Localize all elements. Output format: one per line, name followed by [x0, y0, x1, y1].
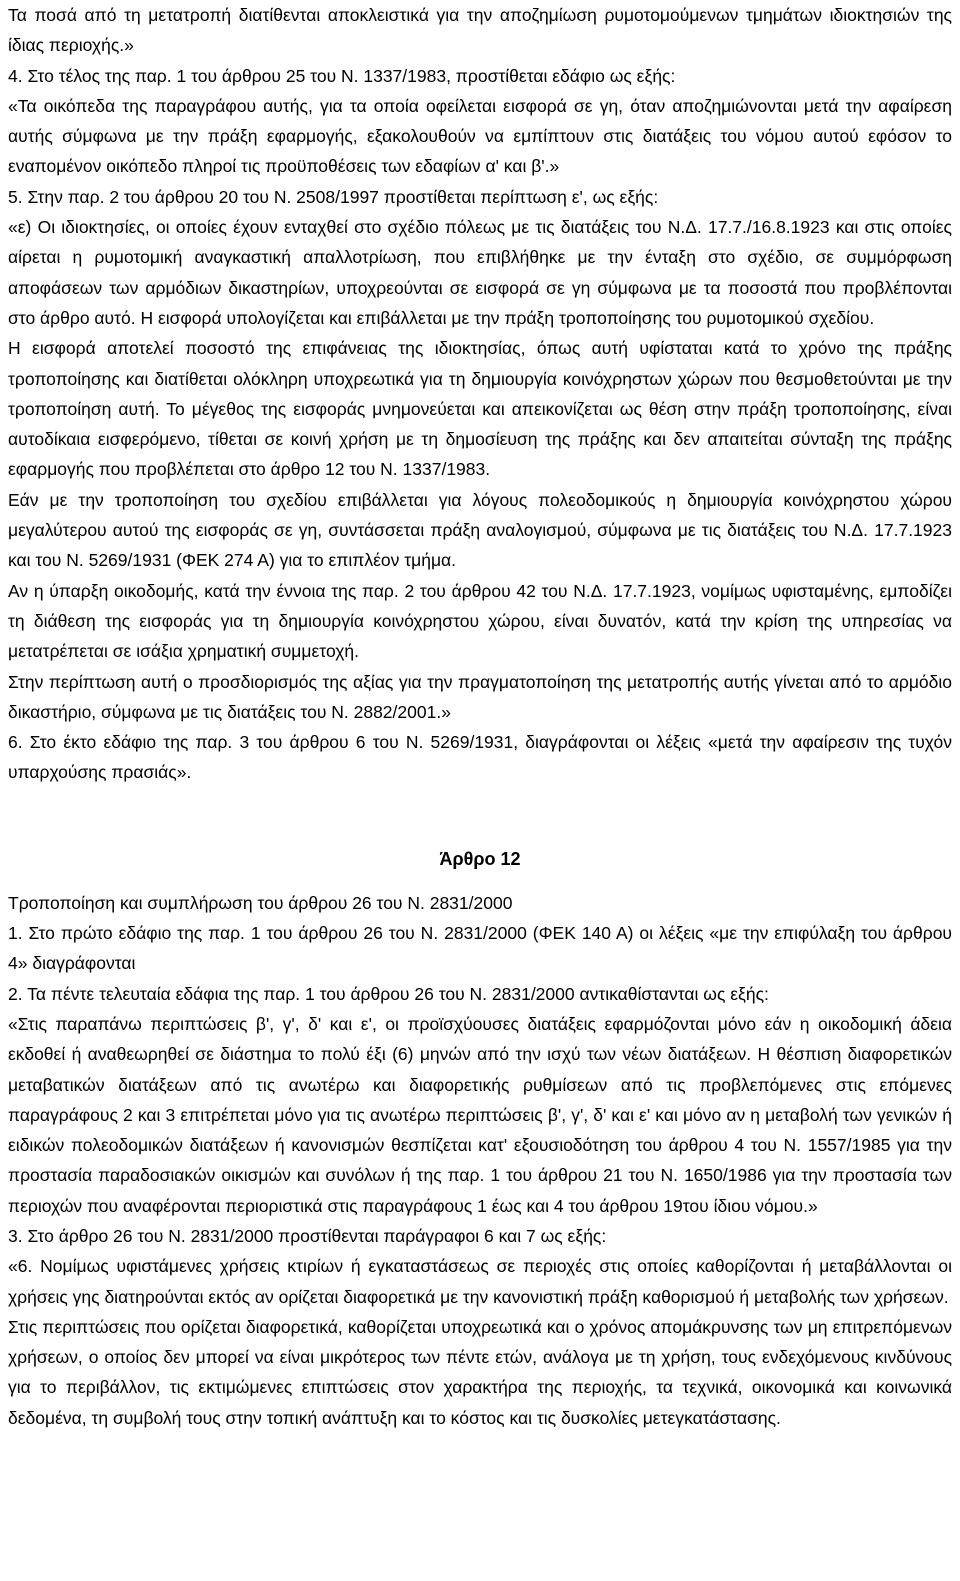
paragraph: «6. Νομίμως υφιστάμενες χρήσεις κτιρίων ή εγκαταστάσεως σε περιοχές στις οποίες καθορίζονται ή μεταβάλλονται οι χρήσεις γης διατηρούνται εκτός αν ορίζεται διαφορετικά με την κανονιστική πράξη καθορισμού ή μεταβολής των χρήσεων.	[8, 1256, 952, 1307]
paragraph: 1. Στο πρώτο εδάφιο της παρ. 1 του άρθρου 26 του Ν. 2831/2000 (ΦΕΚ 140 Α) οι λέξεις «με την επιφύλαξη του άρθρου 4» διαγράφονται	[8, 923, 952, 974]
article-body	[8, 888, 952, 1433]
paragraph: Η εισφορά αποτελεί ποσοστό της επιφάνειας της ιδιοκτησίας, όπως αυτή υφίσταται κατά το χρόνο της πράξης τροποποίησης και διατίθεται ολόκληρη υποχρεωτικά για τη δημιουργία κοινόχρηστων χώρων που θεσμοθετούνται με την τροποποίηση αυτή. Το μέγεθος της εισφοράς μνημονεύεται και απεικονίζεται ως θέση στην πράξη τροποποίησης, είναι αυτοδίκαια εισφερόμενο, τίθεται σε κοινή χρήση με τη δημοσίευση της πράξης και δεν απαιτείται σύνταξη της πράξης εφαρμογής που προβλέπεται στο άρθρο 12 του Ν. 1337/1983.	[8, 338, 952, 480]
paragraph: «Τα οικόπεδα της παραγράφου αυτής, για τα οποία οφείλεται εισφορά σε γη, όταν αποζημιώνονται μετά την αφαίρεση αυτής σύμφωνα με την πράξη εφαρμογής, εξακολουθούν να εμπίπτουν στις διατάξεις του νόμου αυτού εφόσον το εναπομένον οικόπεδο πληροί τις προϋποθέσεις των εδαφίων α' και β'.»	[8, 95, 952, 177]
paragraph: «Στις παραπάνω περιπτώσεις β', γ', δ' και ε', οι προϊσχύουσες διατάξεις εφαρμόζονται μόνο εάν η οικοδομική άδεια εκδοθεί ή αναθεωρηθεί σε διάστημα το πολύ έξι (6) μηνών από την ισχύ των νέων διατάξεων. Η θέσπιση διαφορετικών μεταβατικών διατάξεων από τις ανωτέρω και διαφορετικής ρυθμίσεων από τις προβλεπόμενες στις επόμενες παραγράφους 2 και 3 επιτρέπεται μόνο για τις ανωτέρω περιπτώσεις β', γ', δ' και ε' και μόνο αν η μεταβολή των γενικών ή ειδικών πολεοδομικών διατάξεων ή κανονισμών θεσπίζεται κατ' εξουσιοδότηση του άρθρου 4 του Ν. 1557/1985 για την προστασία παραδοσιακών οικισμών και συνόλων ή της παρ. 1 του άρθρου 21 του Ν. 1650/1986 για την προστασία των περιοχών που αναφέρονται περιοριστικά στις παραγράφους 1 έως και 4 του άρθρου 19του ίδιου νόμου.»	[8, 1013, 952, 1216]
paragraph: Αν η ύπαρξη οικοδομής, κατά την έννοια της παρ. 2 του άρθρου 42 του Ν.Δ. 17.7.1923, νομίμως υφισταμένης, εμποδίζει τη διάθεση της εισφοράς για τη δημιουργία κοινόχρηστου χώρου, είναι δυνατόν, κατά την κρίση της υπηρεσίας να μετατρέπεται σε ισάξια χρηματική συμμετοχή.	[8, 580, 952, 662]
paragraph: Στην περίπτωση αυτή ο προσδιορισμός της αξίας για την πραγματοποίηση της μετατροπής αυτής γίνεται από το αρμόδιο δικαστήριο, σύμφωνα με τις διατάξεις του Ν. 2882/2001.»	[8, 671, 952, 722]
paragraph: 2. Τα πέντε τελευταία εδάφια της παρ. 1 του άρθρου 26 του Ν. 2831/2000 αντικαθίστανται ως εξής:	[8, 983, 769, 1004]
paragraph: 6. Στο έκτο εδάφιο της παρ. 3 του άρθρου 6 του Ν. 5269/1931, διαγράφονται οι λέξεις «μετά την αφαίρεσιν της τυχόν υπαρχούσης πρασιάς».	[8, 732, 952, 783]
article-heading: Άρθρο 12	[439, 848, 521, 869]
paragraph: Τα ποσά από τη μετατροπή διατίθενται αποκλειστικά για την αποζημίωση ρυμοτομούμενων τμημάτων ιδιοκτησιών της ίδιας περιοχής.»	[8, 5, 952, 56]
paragraph: 3. Στο άρθρο 26 του Ν. 2831/2000 προστίθενται παράγραφοι 6 και 7 ως εξής:	[8, 1225, 607, 1246]
top-body	[8, 0, 952, 788]
paragraph: «ε) Οι ιδιοκτησίες, οι οποίες έχουν ενταχθεί στο σχέδιο πόλεως με τις διατάξεις του Ν.Δ. 17.7./16.8.1923 και στις οποίες αίρεται η ρυμοτομική αναγκαστική απαλλοτρίωση, που επιβλήθηκε με την ένταξη στο σχέδιο, σε συμμόρφωση αποφάσεων των αρμόδιων δικαστηρίων, υποχρεούνται σε εισφορά σε γη σύμφωνα με τα ποσοστά που προβλέπονται στο άρθρο αυτό. Η εισφορά υπολογίζεται και επιβάλλεται με την πράξη τροποποίησης του ρυμοτομικού σχεδίου.	[8, 217, 952, 328]
paragraph: 5. Στην παρ. 2 του άρθρου 20 του Ν. 2508/1997 προστίθεται περίπτωση ε', ως εξής:	[8, 186, 659, 207]
paragraph: 4. Στο τέλος της παρ. 1 του άρθρου 25 του Ν. 1337/1983, προστίθεται εδάφιο ως εξής:	[8, 65, 676, 86]
paragraph: Εάν με την τροποποίηση του σχεδίου επιβάλλεται για λόγους πολεοδομικούς η δημιουργία κοινόχρηστου χώρου μεγαλύτερου αυτού της εισφοράς σε γη, συντάσσεται πράξη αναλογισμού, σύμφωνα με τις διατάξεις του Ν.Δ. 17.7.1923 και του Ν. 5269/1931 (ΦΕΚ 274 Α) για το επιπλέον τμήμα.	[8, 489, 952, 571]
paragraph: Στις περιπτώσεις που ορίζεται διαφορετικά, καθορίζεται υποχρεωτικά και ο χρόνος απομάκρυνσης των μη επιτρεπόμενων χρήσεων, ο οποίος δεν μπορεί να είναι μικρότερος των πέντε ετών, ανάλογα με τη χρήση, τους ενδεχόμενους κινδύνους για το περιβάλλον, τις εκτιμώμενες επιπτώσεις στον χαρακτήρα της περιοχής, τα τεχνικά, οικονομικά και κοινωνικά δεδομένα, τη συμβολή τους στην τοπική ανάπτυξη και το κόστος και τις δυσκολίες μετεγκατάστασης.	[8, 1316, 952, 1428]
article-subtitle: Τροποποίηση και συμπλήρωση του άρθρου 26 του Ν. 2831/2000	[8, 892, 513, 913]
